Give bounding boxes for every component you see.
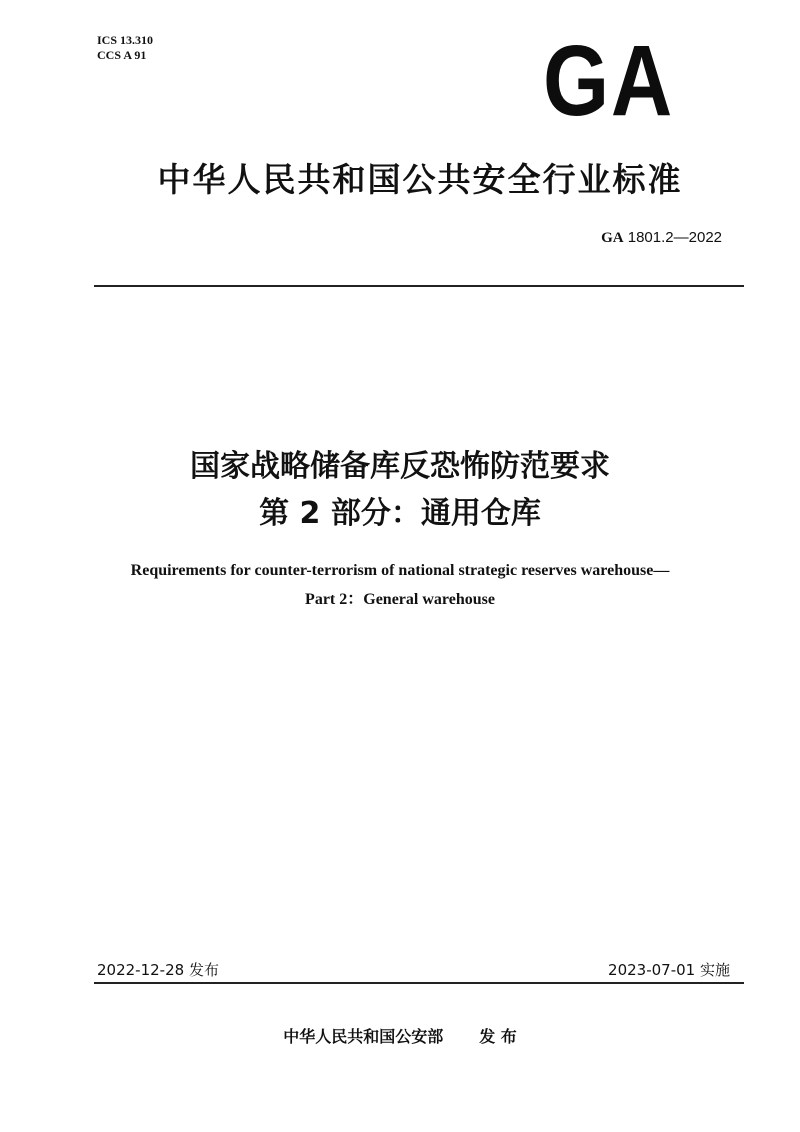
top-divider xyxy=(94,285,744,287)
english-title-line-2: Part 2：General warehouse xyxy=(305,591,495,608)
issuer xyxy=(0,1024,800,1047)
issuer-action: 发 布 xyxy=(479,1027,517,1046)
issuer-name: 中华人民共和国公安部 xyxy=(283,1027,444,1046)
standard-category-title: 中华人民共和国公共安全行业标准 xyxy=(157,160,683,199)
ccs-code: CCS A 91 xyxy=(97,48,147,62)
standard-number-prefix: GA xyxy=(601,230,624,246)
chinese-title-line-2: 第 2 部分：通用仓库 xyxy=(259,496,541,531)
english-title-line-1: Requirements for counter-terrorism of national strategic reserves warehouse— xyxy=(130,562,670,579)
standard-number-value: 1801.2—2022 xyxy=(627,229,722,246)
ics-code: ICS 13.310 xyxy=(97,33,154,47)
standard-number xyxy=(601,229,722,247)
issue-date: 2022-12-28 发布 xyxy=(97,961,219,979)
implementation-date: 2023-07-01 实施 xyxy=(608,961,730,979)
ga-logo: GA xyxy=(543,25,674,137)
bottom-divider xyxy=(94,982,744,984)
classification-codes xyxy=(97,33,153,63)
chinese-title-line-1: 国家战略储备库反恐怖防范要求 xyxy=(190,449,610,484)
